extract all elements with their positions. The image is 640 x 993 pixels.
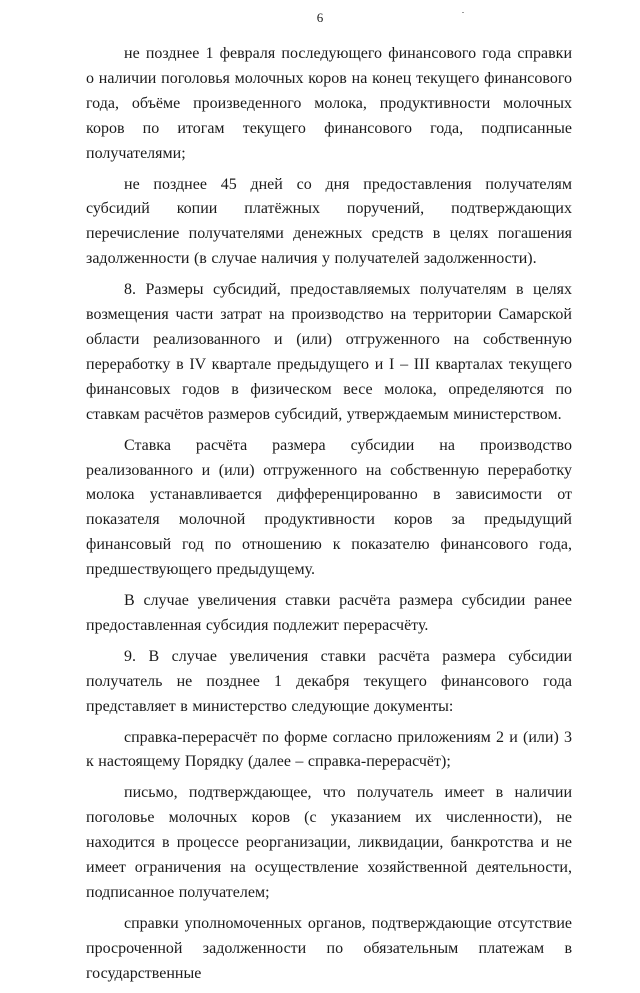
paragraph-reporting-deadline: не позднее 1 февраля последующего финансового года справки о наличии поголовья молочных коров на конец текущего финансового года, объёме произведенного молока, продуктивности молочных коров по итогам текущего финансового года, подписанные получателями; [86, 45, 572, 162]
paragraph-subsidy-rate: Ставка расчёта размера субсидии на производство реализованного и (или) отгруженного на собственную переработку молока устанавливается дифференцированно в зависимости от показателя молочной продуктивности коров за предыдущий финансовый год по отношению к показателю финансового года, предшествующего предыдущему. [86, 436, 572, 579]
paragraph-authority-certificates: справки уполномоченных органов, подтверждающие отсутствие просроченной задолженности по обязательным платежам в государственные [86, 914, 572, 982]
scan-speck [462, 12, 464, 13]
paragraph-recalculation: В случае увеличения ставки расчёта размера субсидии ранее предоставленная субсидия подлежит перерасчёту. [86, 592, 572, 634]
paragraph-recalc-certificate: справка-перерасчёт по форме согласно приложениям 2 и (или) 3 к настоящему Порядку (далее – справка-перерасчёт); [86, 728, 572, 771]
document-body [86, 42, 572, 993]
paragraph-payment-orders: не позднее 45 дней со дня предоставления получателям субсидий копии платёжных поручений, подтверждающих перечисление получателями денежных средств в целях погашения задолженности (в случае наличия у получателей задолженности). [86, 175, 572, 268]
page-number: 6 [316, 10, 324, 25]
paragraph-clause-8: 8. Размеры субсидий, предоставляемых получателям в целях возмещения части затрат на производство на территории Самарской области реализованного и (или) отгруженного на собственную переработку в IV квартале предыдущего и I – III кварталах текущего финансовых годов в физическом весе молока, определяются по ставкам расчётов размеров субсидий, утверждаемым министерством. [86, 281, 572, 423]
paragraph-clause-9: 9. В случае увеличения ставки расчёта размера субсидии получатель не позднее 1 декабря текущего финансового года представляет в министерство следующие документы: [86, 647, 572, 715]
paragraph-confirmation-letter: письмо, подтверждающее, что получатель имеет в наличии поголовье молочных коров (с указанием их численности), не находится в процессе реорганизации, ликвидации, банкротства и не имеет ограничения на осуществление хозяйственной деятельности, подписанное получателем; [86, 784, 572, 901]
